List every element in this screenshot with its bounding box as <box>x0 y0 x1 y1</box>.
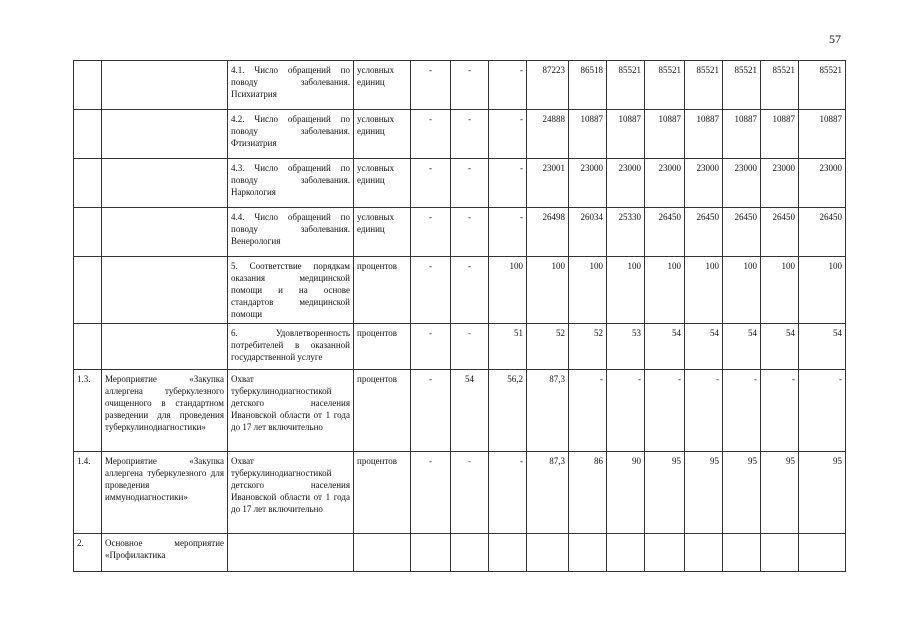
value-cell <box>569 534 607 572</box>
row-number-cell <box>74 159 102 208</box>
value-cell <box>451 534 489 572</box>
value-cell: - <box>451 452 489 534</box>
program-indicators-table <box>73 60 846 572</box>
value-cell: 87,3 <box>527 370 569 452</box>
indicator-name-cell: 4.3. Число обращений по поводу заболевания. Наркология <box>228 159 354 208</box>
value-cell: - <box>411 208 451 257</box>
value-cell: 52 <box>569 324 607 370</box>
table-row <box>74 159 846 208</box>
row-number-cell <box>74 61 102 110</box>
value-cell <box>527 534 569 572</box>
row-number-cell <box>74 257 102 324</box>
value-cell <box>607 534 645 572</box>
value-cell: 54 <box>451 370 489 452</box>
table-row <box>74 534 846 572</box>
value-cell: - <box>411 61 451 110</box>
unit-cell <box>354 534 411 572</box>
value-cell: - <box>451 208 489 257</box>
row-number-cell: 2. <box>74 534 102 572</box>
table-row <box>74 61 846 110</box>
unit-cell: условных единиц <box>354 110 411 159</box>
value-cell: 23000 <box>685 159 723 208</box>
value-cell <box>411 534 451 572</box>
value-cell: 10887 <box>569 110 607 159</box>
value-cell: 23000 <box>645 159 685 208</box>
value-cell: - <box>685 370 723 452</box>
value-cell: 23001 <box>527 159 569 208</box>
value-cell: 100 <box>685 257 723 324</box>
value-cell: 26498 <box>527 208 569 257</box>
unit-cell: условных единиц <box>354 208 411 257</box>
value-cell: 25330 <box>607 208 645 257</box>
activity-name-cell: Мероприятие «Закупка аллергена туберкулезного для проведения иммунодиагностики» <box>102 452 228 534</box>
indicator-name-cell: 4.4. Число обращений по поводу заболевания. Венерология <box>228 208 354 257</box>
value-cell: 23000 <box>761 159 799 208</box>
value-cell: - <box>761 370 799 452</box>
value-cell: - <box>489 452 527 534</box>
row-number-cell <box>74 208 102 257</box>
value-cell: 100 <box>645 257 685 324</box>
value-cell: - <box>489 159 527 208</box>
table-row <box>74 208 846 257</box>
indicator-name-cell <box>228 534 354 572</box>
value-cell: 100 <box>489 257 527 324</box>
value-cell: - <box>451 110 489 159</box>
value-cell: - <box>411 452 451 534</box>
unit-cell: процентов <box>354 370 411 452</box>
value-cell: - <box>607 370 645 452</box>
value-cell: 10887 <box>799 110 846 159</box>
value-cell: 100 <box>607 257 645 324</box>
activity-name-cell: Основное мероприятие «Профилактика <box>102 534 228 572</box>
indicator-name-cell: 5. Соответствие порядкам оказания медицинской помощи и на основе стандартов медицинской помощи <box>228 257 354 324</box>
value-cell: - <box>411 159 451 208</box>
value-cell: - <box>489 61 527 110</box>
value-cell: 54 <box>723 324 761 370</box>
value-cell: 100 <box>799 257 846 324</box>
value-cell: - <box>451 324 489 370</box>
value-cell: 95 <box>761 452 799 534</box>
indicator-name-cell: Охват туберкулинодиагностикой детского населения Ивановской области от 1 года до 17 лет включительно <box>228 370 354 452</box>
value-cell: 85521 <box>723 61 761 110</box>
value-cell: 95 <box>645 452 685 534</box>
value-cell: 24888 <box>527 110 569 159</box>
value-cell: - <box>489 110 527 159</box>
value-cell: - <box>411 324 451 370</box>
value-cell: - <box>411 110 451 159</box>
table-row <box>74 257 846 324</box>
page-number: 57 <box>829 32 841 46</box>
value-cell: 54 <box>685 324 723 370</box>
value-cell: 10887 <box>685 110 723 159</box>
value-cell: 54 <box>799 324 846 370</box>
value-cell: 87223 <box>527 61 569 110</box>
table-row <box>74 110 846 159</box>
value-cell: 100 <box>527 257 569 324</box>
value-cell: - <box>451 61 489 110</box>
value-cell: 10887 <box>761 110 799 159</box>
value-cell <box>723 534 761 572</box>
unit-cell: условных единиц <box>354 61 411 110</box>
value-cell: 23000 <box>799 159 846 208</box>
value-cell: 26450 <box>685 208 723 257</box>
value-cell <box>645 534 685 572</box>
value-cell: - <box>451 159 489 208</box>
value-cell <box>489 534 527 572</box>
activity-name-cell <box>102 110 228 159</box>
indicator-name-cell: 4.2. Число обращений по поводу заболевания. Фтизиатрия <box>228 110 354 159</box>
activity-name-cell <box>102 159 228 208</box>
value-cell: 10887 <box>723 110 761 159</box>
indicator-name-cell: 4.1. Число обращений по поводу заболевания. Психиатрия <box>228 61 354 110</box>
value-cell: 90 <box>607 452 645 534</box>
value-cell: 85521 <box>645 61 685 110</box>
value-cell: 86518 <box>569 61 607 110</box>
value-cell: 95 <box>799 452 846 534</box>
value-cell: 26450 <box>761 208 799 257</box>
value-cell: - <box>489 208 527 257</box>
value-cell: 95 <box>723 452 761 534</box>
value-cell: - <box>799 370 846 452</box>
value-cell: 10887 <box>645 110 685 159</box>
value-cell: 26450 <box>799 208 846 257</box>
value-cell: - <box>411 257 451 324</box>
value-cell: - <box>645 370 685 452</box>
activity-name-cell <box>102 324 228 370</box>
row-number-cell: 1.3. <box>74 370 102 452</box>
value-cell: 23000 <box>607 159 645 208</box>
value-cell <box>799 534 846 572</box>
value-cell: 100 <box>761 257 799 324</box>
value-cell: 85521 <box>799 61 846 110</box>
value-cell: 54 <box>645 324 685 370</box>
table-row <box>74 370 846 452</box>
value-cell: 87,3 <box>527 452 569 534</box>
value-cell: - <box>411 370 451 452</box>
activity-name-cell: Мероприятие «Закупка аллергена туберкулезного очищенного в стандартном разведении для проведения туберкулинодиагностики» <box>102 370 228 452</box>
value-cell <box>761 534 799 572</box>
row-number-cell <box>74 324 102 370</box>
value-cell: 26450 <box>723 208 761 257</box>
value-cell: 100 <box>723 257 761 324</box>
value-cell: 53 <box>607 324 645 370</box>
value-cell: - <box>723 370 761 452</box>
value-cell: 10887 <box>607 110 645 159</box>
table-row <box>74 324 846 370</box>
value-cell: 56,2 <box>489 370 527 452</box>
value-cell: 52 <box>527 324 569 370</box>
indicator-name-cell: 6. Удовлетворенность потребителей в оказанной государственной услуге <box>228 324 354 370</box>
row-number-cell: 1.4. <box>74 452 102 534</box>
value-cell: 85521 <box>685 61 723 110</box>
activity-name-cell <box>102 257 228 324</box>
value-cell: 95 <box>685 452 723 534</box>
value-cell <box>685 534 723 572</box>
unit-cell: процентов <box>354 452 411 534</box>
value-cell: 54 <box>761 324 799 370</box>
activity-name-cell <box>102 61 228 110</box>
value-cell: - <box>569 370 607 452</box>
value-cell: 85521 <box>607 61 645 110</box>
value-cell: 23000 <box>569 159 607 208</box>
row-number-cell <box>74 110 102 159</box>
activity-name-cell <box>102 208 228 257</box>
value-cell: 26034 <box>569 208 607 257</box>
unit-cell: процентов <box>354 324 411 370</box>
unit-cell: процентов <box>354 257 411 324</box>
value-cell: 51 <box>489 324 527 370</box>
value-cell: 85521 <box>761 61 799 110</box>
indicator-name-cell: Охват туберкулинодиагностикой детского населения Ивановской области от 1 года до 17 лет включительно <box>228 452 354 534</box>
value-cell: 100 <box>569 257 607 324</box>
value-cell: 26450 <box>645 208 685 257</box>
table-row <box>74 452 846 534</box>
value-cell: 86 <box>569 452 607 534</box>
unit-cell: условных единиц <box>354 159 411 208</box>
value-cell: - <box>451 257 489 324</box>
value-cell: 23000 <box>723 159 761 208</box>
